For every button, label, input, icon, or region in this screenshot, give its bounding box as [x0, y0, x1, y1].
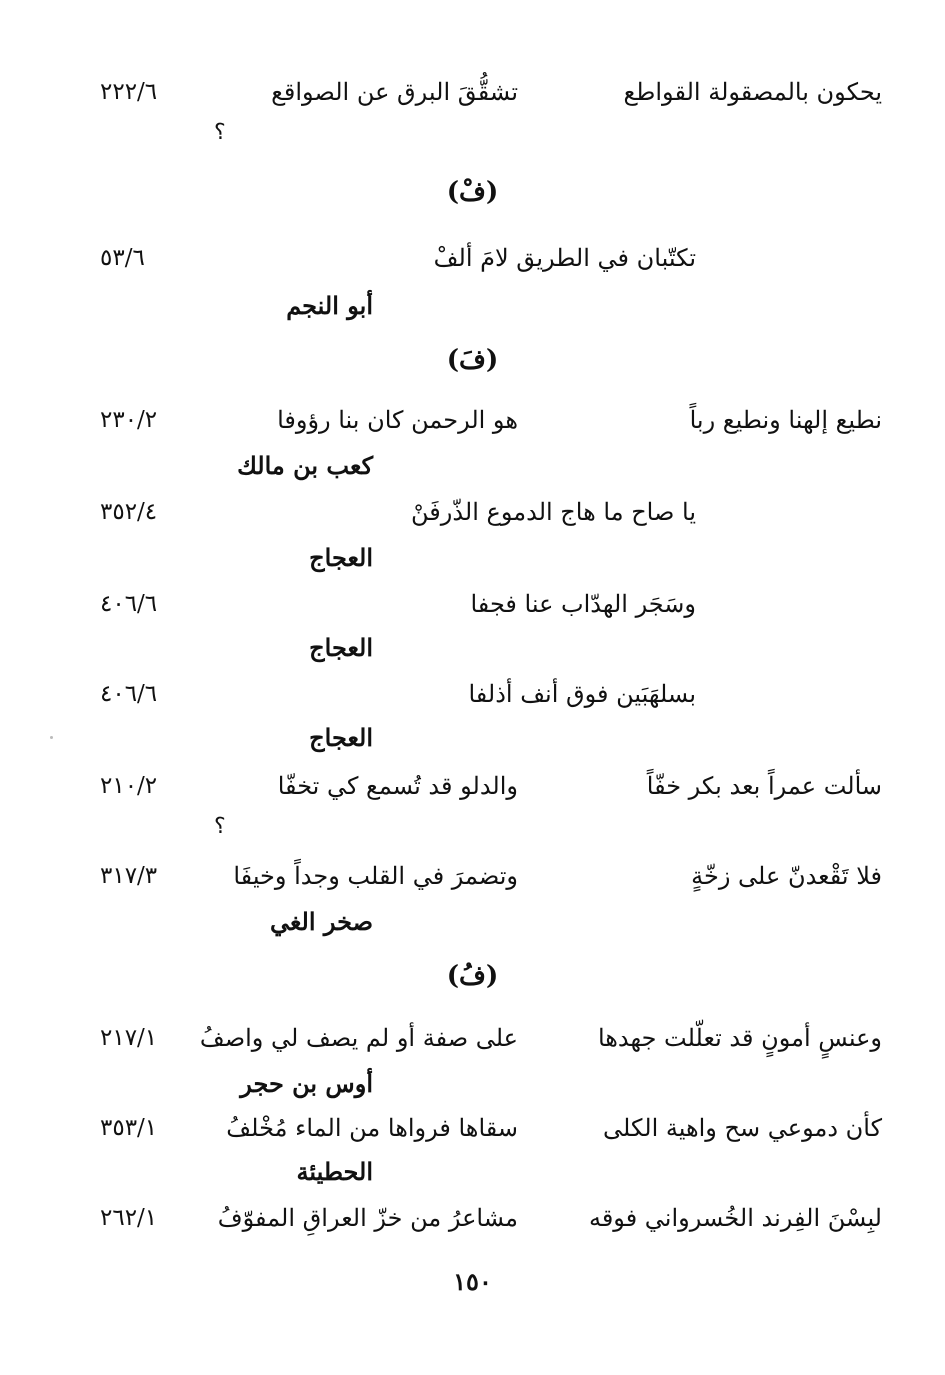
verse-row [100, 854, 882, 898]
volume-page-reference: ٤٠٦/٦ [100, 591, 158, 617]
rhyme-heading: (فَ) [446, 345, 499, 375]
volume-page-reference: ٢٦٢/١ [100, 1205, 158, 1231]
poet-name: أبو النجم [286, 291, 373, 320]
poet-name: الحطيئة [296, 1157, 373, 1186]
verse-first-hemistich: وعنسٍ أمونٍ قد تعلّلت جهدها [597, 1024, 882, 1052]
question-mark: ؟ [214, 814, 226, 839]
verse-second-hemistich: هو الرحمن كان بنا رؤوفا [277, 406, 518, 434]
volume-page-reference: ٤٠٦/٦ [100, 681, 158, 707]
volume-page-reference: ٣٥٢/٤ [100, 499, 158, 525]
verse-row [100, 1106, 882, 1150]
verse-line: يا صاح ما هاج الدموع الذّرفَنْ [410, 498, 696, 526]
verse-first-hemistich: يحكون بالمصقولة القواطع [623, 78, 882, 106]
volume-page-reference: ٢١٠/٢ [100, 773, 158, 799]
volume-page-reference: ٢٣٠/٢ [100, 407, 158, 433]
verse-row [100, 672, 882, 716]
volume-page-reference: ٢٢٢/٦ [100, 79, 158, 105]
verse-row [100, 398, 882, 442]
verse-row [100, 490, 882, 534]
verse-second-hemistich: مشاعرُ من خزّ العراقِ المفوّفُ [217, 1204, 518, 1232]
verse-row [100, 1016, 882, 1060]
verse-row [100, 582, 882, 626]
verse-line: وسَجَر الهدّاب عنا فجفا [470, 590, 696, 618]
verse-row [100, 70, 882, 114]
verse-first-hemistich: نطيع إلهنا ونطيع رباً [689, 406, 882, 434]
verse-second-hemistich: سقاها فرواها من الماء مُخْلفُ [226, 1114, 518, 1142]
verse-line: تكتّبان في الطريق لامَ ألفْ [433, 244, 696, 272]
volume-page-reference: ٣٥٣/١ [100, 1115, 158, 1141]
verse-second-hemistich: تشقُّقَ البرق عن الصواقع [271, 78, 518, 106]
volume-page-reference: ٢١٧/١ [100, 1025, 158, 1051]
rhyme-heading: (فُ) [446, 961, 499, 991]
page-number: ١٥٠ [453, 1267, 492, 1296]
verse-first-hemistich: فلا تَقْعدنّ على زخّةٍ [691, 862, 882, 890]
verse-first-hemistich: سألت عمراً بعد بكر خفّاً [646, 772, 882, 800]
verse-first-hemistich: لبِسْنَ الفِرند الخُسرواني فوقه [588, 1204, 882, 1232]
verse-row [100, 236, 882, 280]
rhyme-heading: (فْ) [446, 177, 499, 207]
volume-page-reference: ٥٣/٦ [100, 245, 145, 271]
poet-name: العجاج [309, 723, 373, 752]
verse-second-hemistich: والدلو قد تُسمع كي تخفّا [277, 772, 518, 800]
verse-row [100, 1196, 882, 1240]
poet-name: صخر الغي [269, 907, 373, 936]
verse-second-hemistich: على صفة أو لم يصف لي واصفُ [199, 1024, 518, 1052]
margin-mark [50, 736, 53, 739]
poet-name: العجاج [309, 633, 373, 662]
verse-line: بسلهَبَين فوق أنف أذلفا [468, 680, 696, 708]
volume-page-reference: ٣١٧/٣ [100, 863, 158, 889]
verse-second-hemistich: وتضمرَ في القلب وجداً وخيفَا [233, 862, 518, 890]
verse-row [100, 764, 882, 808]
poet-name: أوس بن حجر [240, 1069, 373, 1098]
poet-name: العجاج [309, 543, 373, 572]
question-mark: ؟ [214, 120, 226, 145]
poet-name: كعب بن مالك [237, 451, 373, 480]
verse-first-hemistich: كأن دموعي سح واهية الكلى [603, 1114, 882, 1142]
